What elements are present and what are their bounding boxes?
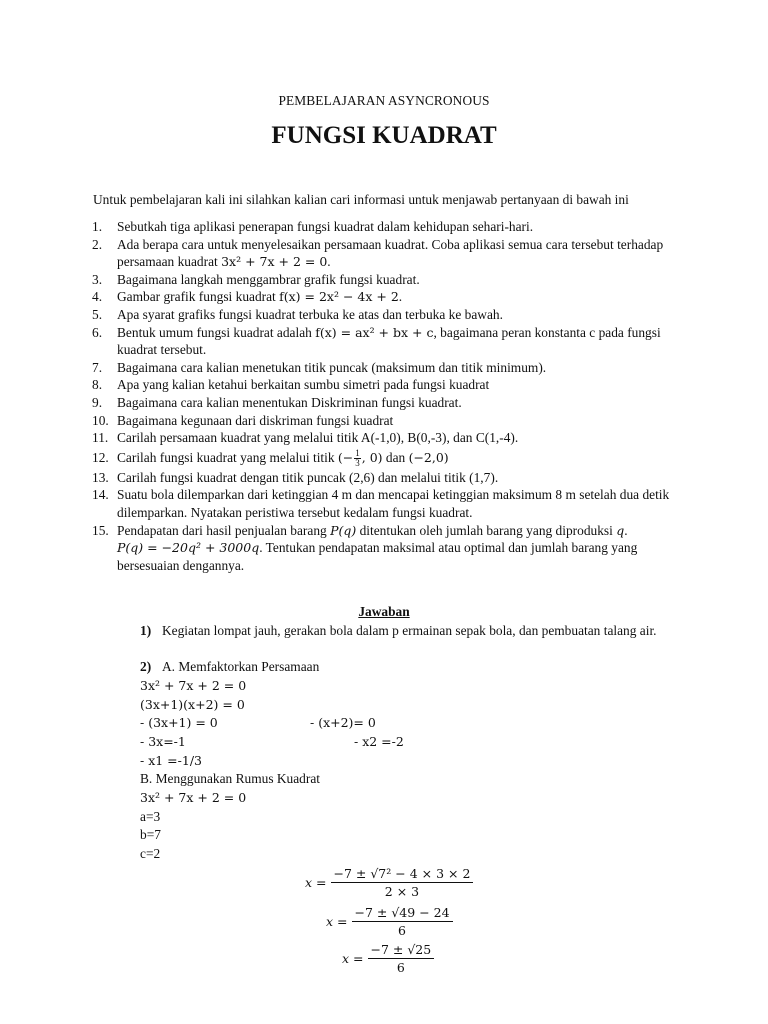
quadratic-formula-2: [326, 905, 453, 938]
equation-line-3a: - (3x+1) = 0: [140, 715, 218, 730]
equation-line-4a: - 3x=-1: [140, 734, 186, 749]
item-number: 9.: [92, 394, 103, 410]
question-text: Bagaimana kegunaan dari diskriman fungsi kuadrat: [117, 412, 394, 428]
equation: (−2,0): [408, 449, 449, 465]
question-text: Apa yang kalian ketahui berkaitan sumbu simetri pada fungsi kuadrat: [117, 377, 490, 393]
question-text-end: , bagaimana peran konstanta c pada fungsi kuadrat tersebut.: [117, 324, 661, 358]
equation: P(q): [330, 522, 357, 538]
question-text: Carilah fungsi kuadrat dengan titik puncak (2,6) dan melalui titik (1,7).: [117, 469, 499, 485]
equation-line-5: - x1 =-1/3: [140, 753, 202, 768]
page-subtitle: PEMBELAJARAN ASYNCRONOUS: [278, 93, 490, 108]
question-text: Bagaimana langkah menggambrar grafik fungsi kuadrat.: [117, 271, 420, 287]
formula-numerator: −7 ± √25: [368, 942, 435, 959]
coefficient-c: c=2: [140, 846, 161, 861]
equation-line-1: 3x² + 7x + 2 = 0: [140, 678, 247, 693]
question-item-7: [92, 359, 692, 377]
answer-subheading: A. Memfaktorkan Persamaan: [162, 659, 320, 674]
item-number: 7.: [92, 359, 103, 375]
question-list: [92, 218, 692, 574]
answer-text: Kegiatan lompat jauh, gerakan bola dalam p ermainan sepak bola, dan pembuatan talang air.: [162, 623, 657, 638]
equation-line-3b: - (x+2)= 0: [310, 715, 376, 730]
coefficient-a: a=3: [140, 809, 161, 824]
formula-fraction: [331, 866, 474, 899]
formula-lhs: x =: [305, 875, 327, 890]
question-item-9: [92, 394, 692, 412]
question-item-2: [92, 236, 692, 271]
formula-denominator: 2 × 3: [384, 884, 420, 899]
formula-denominator: 6: [398, 923, 406, 938]
question-item-13: [92, 469, 692, 487]
item-number: 5.: [92, 306, 103, 322]
question-text: ditentukan oleh jumlah barang yang diproduksi: [356, 522, 617, 538]
question-item-6: [92, 324, 692, 359]
answer-1: [140, 622, 660, 641]
punctuation: .: [624, 522, 628, 538]
equation: q: [616, 522, 625, 538]
item-number: 15.: [92, 522, 109, 538]
answer-2-heading: [140, 658, 660, 677]
item-number: 2.: [92, 236, 103, 252]
question-text: . Tentukan pendapatan maksimal atau optimal dan jumlah barang yang bersesuaian dengannya.: [117, 540, 638, 573]
answer-number: 1): [140, 623, 152, 638]
question-text: Pendapatan dari hasil penjualan barang: [117, 522, 331, 538]
formula-fraction: [368, 942, 435, 975]
question-text: dan: [382, 449, 409, 465]
question-item-8: [92, 376, 692, 394]
question-text: Bagaimana cara kalian menentukan Diskriminan fungsi kuadrat.: [117, 394, 462, 410]
question-text: Carilah fungsi kuadrat yang melalui titik: [117, 449, 338, 465]
quadratic-formula-3: [342, 942, 434, 975]
equation: 3x² + 7x + 2 = 0: [221, 254, 328, 270]
question-text: Apa syarat grafiks fungsi kuadrat terbuka ke atas dan terbuka ke bawah.: [117, 306, 503, 322]
question-text: Sebutkah tiga aplikasi penerapan fungsi kuadrat dalam kehidupan sehari-hari.: [117, 219, 534, 234]
formula-numerator: −7 ± √7² − 4 × 3 × 2: [331, 866, 474, 883]
equation: (−: [337, 449, 354, 465]
page-title: FUNGSI KUADRAT: [271, 122, 497, 149]
intro-text: Untuk pembelajaran kali ini silahkan kalian cari informasi untuk menjawab pertanyaan di bawah ini: [93, 192, 629, 207]
question-text: Bentuk umum fungsi kuadrat adalah: [117, 324, 316, 340]
equation-line-2: (3x+1)(x+2) = 0: [140, 697, 245, 712]
question-item-1: [92, 218, 692, 236]
answer-number: 2): [140, 659, 152, 674]
formula-fraction: [352, 905, 453, 938]
equation: P(q) = −20q² + 3000q: [117, 540, 260, 556]
fraction-denominator: 3: [355, 458, 360, 469]
question-item-15: [92, 522, 692, 575]
item-number: 4.: [92, 289, 103, 305]
question-text: Suatu bola dilemparkan dari ketinggian 4 m dan mencapai ketinggian maksimum 8 m setelah dua detik dilemparkan. Nyatakan peristiwa tersebut kedalam fungsi kuadrat.: [117, 487, 670, 520]
item-number: 6.: [92, 324, 103, 340]
equation-line-4b: - x2 =-2: [354, 734, 404, 749]
item-number: 8.: [92, 377, 103, 393]
question-item-11: [92, 429, 692, 447]
equation: , 0): [361, 449, 383, 465]
fraction-numerator: 1: [355, 448, 360, 459]
equation: f(x) = ax² + bx + c: [315, 324, 434, 340]
question-item-12: [92, 447, 692, 469]
item-number: 14.: [92, 487, 109, 503]
question-item-14: [92, 486, 692, 521]
answer-heading: Jawaban: [358, 604, 410, 619]
equation-line-6: 3x² + 7x + 2 = 0: [140, 790, 247, 805]
question-item-10: [92, 412, 692, 430]
item-number: 1.: [92, 219, 103, 234]
quadratic-formula-1: [305, 866, 473, 899]
punctuation: .: [398, 289, 403, 305]
equation: f(x) = 2x² − 4x + 2: [279, 289, 399, 305]
question-text: Gambar grafik fungsi kuadrat: [117, 289, 280, 305]
question-text: Carilah persamaan kuadrat yang melalui titik A(-1,0), B(0,-3), dan C(1,-4).: [117, 430, 519, 446]
question-item-4: [92, 288, 692, 306]
formula-lhs: x =: [342, 951, 364, 966]
formula-lhs: x =: [326, 914, 348, 929]
question-text: Ada berapa cara untuk menyelesaikan persamaan kuadrat. Coba aplikasi semua cara tersebut terhadap persamaan kuadrat: [117, 236, 664, 270]
item-number: 13.: [92, 469, 109, 485]
item-number: 12.: [92, 449, 109, 465]
punctuation: .: [327, 254, 331, 270]
question-text: Bagaimana cara kalian menetukan titik puncak (maksimum dan titik minimum).: [117, 359, 547, 375]
formula-denominator: 6: [396, 960, 405, 975]
fraction: [354, 449, 361, 468]
coefficient-b: b=7: [140, 827, 161, 842]
answer-subheading-b: B. Menggunakan Rumus Kuadrat: [140, 771, 321, 786]
item-number: 10.: [92, 412, 109, 428]
question-item-5: [92, 306, 692, 324]
item-number: 11.: [92, 430, 109, 446]
question-item-3: [92, 271, 692, 289]
formula-numerator: −7 ± √49 − 24: [352, 905, 453, 922]
item-number: 3.: [92, 271, 103, 287]
